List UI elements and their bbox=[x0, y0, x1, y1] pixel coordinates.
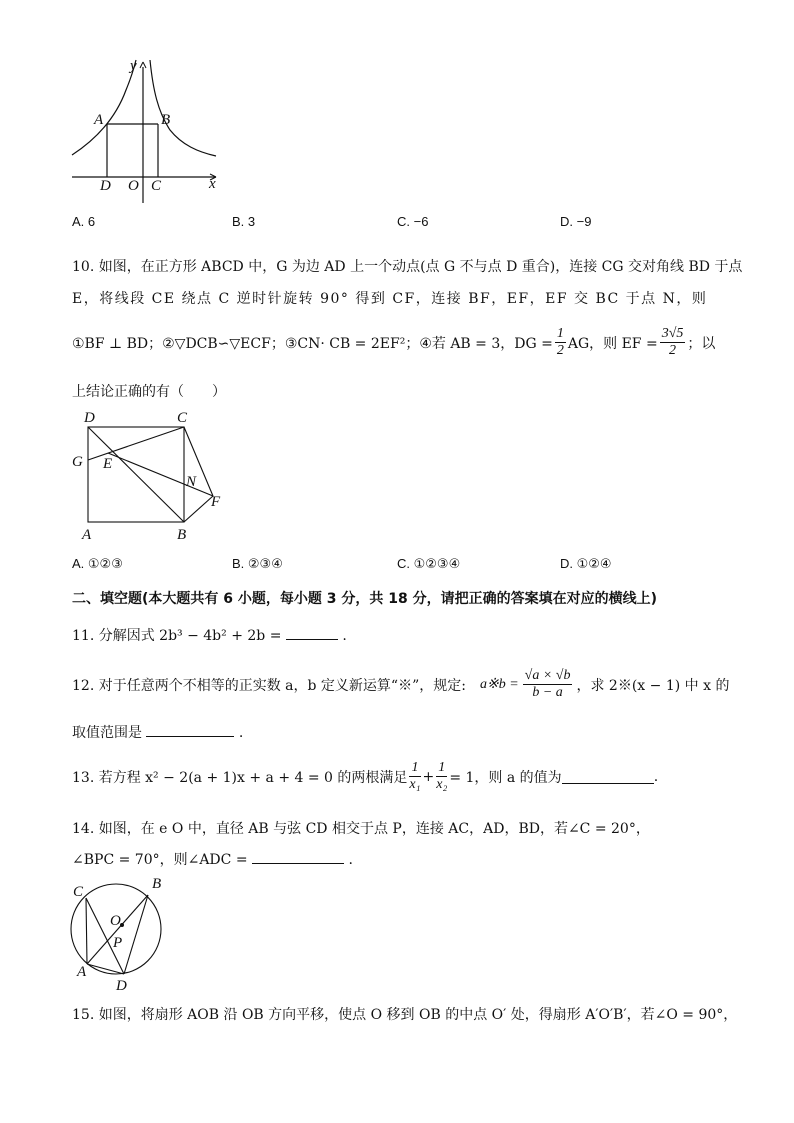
q10-option-b: B. ②③④ bbox=[232, 556, 283, 571]
section-2-title: 二、填空题(本大题共有 6 小题，每小题 3 分，共 18 分，请把正确的答案填在对应的横线上) bbox=[72, 591, 658, 607]
q14-label-C: C bbox=[73, 884, 84, 900]
q12-text-b: ，求 2※(x − 1) 中 x 的 bbox=[576, 677, 730, 694]
q9-label-D: D bbox=[100, 178, 111, 194]
q12-frac: $\frac{√a \times √b}{b - a}$ bbox=[524, 668, 571, 700]
q10-label-F: F bbox=[211, 494, 221, 510]
q9-option-b: B. 3 bbox=[232, 214, 256, 229]
q10-label-G: G bbox=[72, 454, 83, 470]
q12-end: . bbox=[238, 725, 244, 741]
q10-line1: 10. 如图，在正方形 ABCD 中，G 为边 AD 上一个动点(点 G 不与点 D 重合)，连接 CG 交对角线 BD 于点 bbox=[72, 259, 743, 275]
q13-frac-1: $\frac{1}{\text{x₁}}$ bbox=[409, 760, 421, 792]
q10-label-N: N bbox=[186, 474, 197, 490]
q14-line2-text: ∠BPC = 70°，则∠ADC = bbox=[72, 852, 248, 868]
q12-line2-text: 取值范围是 bbox=[72, 725, 142, 741]
q9-label-C: C bbox=[151, 178, 162, 194]
q10-line2: E，将线段 CE 绕点 C 逆时针旋转 90° 得到 CF，连接 BF，EF，EF 交 BC 于点 N，则 bbox=[72, 291, 708, 307]
q13-plus: + bbox=[422, 768, 435, 785]
q14-label-D: D bbox=[116, 978, 127, 994]
q9-option-d: D. −9 bbox=[560, 214, 592, 229]
q10-frac-ef: $\frac{3√5}{2}$ bbox=[661, 326, 684, 358]
q10-line3b: AG，则 EF = bbox=[567, 335, 658, 352]
q10-line3c: ；以 bbox=[687, 335, 716, 352]
q9-label-O: O bbox=[128, 178, 139, 194]
q14-end: . bbox=[348, 852, 353, 868]
q9-option-c: C. −6 bbox=[397, 214, 429, 229]
q14-label-A: A bbox=[77, 964, 87, 980]
q10-label-C: C bbox=[177, 410, 188, 426]
q10-option-d: D. ①②④ bbox=[560, 556, 612, 571]
q12-lhs: a※b = bbox=[479, 677, 519, 692]
q9-label-y: y bbox=[130, 58, 137, 74]
q10-label-D: D bbox=[84, 410, 95, 426]
q13-end: . bbox=[653, 768, 659, 785]
q14-line1: 14. 如图，在 e O 中，直径 AB 与弦 CD 相交于点 P，连接 AC，AD，BD，若∠C = 20°， bbox=[72, 821, 650, 837]
q10-option-c: C. ①②③④ bbox=[397, 556, 461, 571]
q9-label-x: x bbox=[209, 176, 216, 192]
q10-option-a: A. ①②③ bbox=[72, 556, 123, 571]
q14-label-B: B bbox=[152, 876, 162, 892]
q10-label-A: A bbox=[82, 527, 92, 543]
q10-frac-half: $\frac{1}{2}$ bbox=[556, 326, 564, 358]
q10-line3a: ①BF ⊥ BD；②▽DCB∽▽ECF；③CN· CB = 2EF²；④若 AB = 3，DG = bbox=[72, 335, 553, 352]
q11-text: 11. 分解因式 2b³ − 4b² + 2b = bbox=[72, 628, 282, 644]
q12-text-a: 12. 对于任意两个不相等的正实数 a，b 定义新运算“※”，规定: bbox=[72, 677, 466, 694]
q13-text-a: 13. 若方程 x² − 2(a + 1)x + a + 4 = 0 的两根满足 bbox=[72, 769, 408, 786]
q14-label-O: O bbox=[110, 913, 121, 929]
q13-frac-2: $\frac{1}{\text{x₂}}$ bbox=[436, 760, 448, 792]
q13-text-b: = 1，则 a 的值为 bbox=[449, 769, 562, 786]
q9-label-A: A bbox=[94, 112, 104, 128]
q11-end: . bbox=[342, 628, 347, 644]
q10-label-E: E bbox=[103, 456, 113, 472]
q10-line4: 上结论正确的有（ ） bbox=[72, 384, 226, 400]
q9-label-B: B bbox=[161, 112, 171, 128]
q15-line1: 15. 如图，将扇形 AOB 沿 OB 方向平移，使点 O 移到 OB 的中点 O′ 处，得扇形 A′O′B′，若∠O = 90°， bbox=[72, 1007, 738, 1023]
q14-label-P: P bbox=[113, 935, 123, 951]
q9-option-a: A. 6 bbox=[72, 214, 96, 229]
q10-label-B: B bbox=[177, 527, 187, 543]
